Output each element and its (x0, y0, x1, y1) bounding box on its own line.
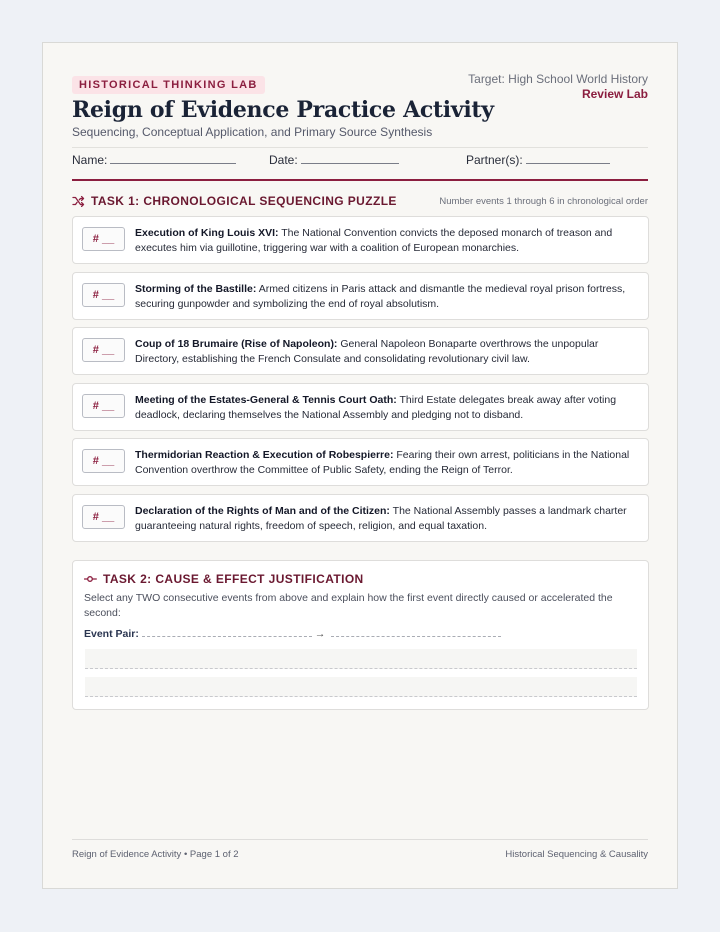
event-title: Execution of King Louis XVI: (135, 227, 279, 239)
event-description: The National Convention convicts the deposed monarch of treason and executes him via guillotine, triggering war with a coalition of European monarchies. (135, 227, 613, 254)
partner-field[interactable] (466, 153, 610, 167)
sequence-number-box[interactable]: # __ (82, 227, 125, 251)
event-title: Meeting of the Estates-General & Tennis Court Oath: (135, 394, 397, 406)
footer-left: Reign of Evidence Activity • Page 1 of 2 (72, 849, 239, 860)
event-text (135, 282, 636, 312)
event-text (135, 226, 636, 256)
task1-header (72, 194, 648, 210)
event-description: General Napoleon Bonaparte overthrows the unpopular Directory, establishing the French Consulate and consolidating revolutionary civil law. (135, 338, 599, 365)
event-card (72, 383, 649, 431)
event-description: The National Assembly passes a landmark charter guaranteeing natural rights, freedom of speech, religion, and equal taxation. (135, 505, 627, 532)
event-pair-row (84, 628, 501, 640)
date-label: Date: (269, 153, 298, 167)
task2-title (84, 572, 364, 586)
target-audience: Target: High School World History (468, 72, 648, 86)
shuffle-icon (72, 195, 85, 207)
task1-title (72, 194, 397, 208)
event-card (72, 438, 649, 486)
event-card (72, 494, 649, 542)
event-pair-label: Event Pair: (84, 628, 139, 640)
task1-hint: Number events 1 through 6 in chronological order (439, 196, 648, 207)
event-description: Armed citizens in Paris attack and dismantle the medieval royal prison fortress, securing gunpowder and symbolizing the end of royal absolutism. (135, 283, 626, 310)
name-line[interactable] (110, 153, 236, 164)
event-text (135, 504, 636, 534)
right-arrow-icon: → (314, 628, 326, 640)
target-sub: Review Lab (581, 87, 648, 101)
sequence-number-box[interactable]: # __ (82, 505, 125, 529)
event-title: Thermidorian Reaction & Execution of Robespierre: (135, 449, 394, 461)
student-fields (72, 153, 648, 171)
sequence-number-box[interactable]: # __ (82, 394, 125, 418)
accent-divider (72, 179, 648, 181)
date-field[interactable] (269, 153, 399, 167)
page-subtitle: Sequencing, Conceptual Application, and Primary Source Synthesis (72, 125, 433, 139)
lab-badge: HISTORICAL THINKING LAB (72, 76, 265, 94)
writing-line[interactable] (85, 649, 637, 669)
event-title: Coup of 18 Brumaire (Rise of Napoleon): (135, 338, 338, 350)
task2-prompt: Select any TWO consecutive events from above and explain how the first event directly caused or accelerated the second: (84, 592, 613, 619)
event-card (72, 327, 649, 375)
task2-card (72, 560, 649, 710)
footer-right: Historical Sequencing & Causality (505, 849, 648, 860)
event-text (135, 448, 636, 478)
first-event-blank[interactable] (142, 629, 312, 637)
writing-line[interactable] (85, 677, 637, 697)
date-line[interactable] (301, 153, 399, 164)
divider (72, 147, 648, 148)
event-title: Declaration of the Rights of Man and of the Citizen: (135, 505, 390, 517)
name-field[interactable] (72, 153, 236, 167)
event-card (72, 272, 649, 320)
link-arrow-icon (84, 574, 97, 584)
footer-divider (72, 839, 648, 840)
worksheet-page (42, 42, 678, 889)
sequence-number-box[interactable]: # __ (82, 338, 125, 362)
event-description: Third Estate delegates break away after voting deadlock, declaring themselves the National Assembly and pledging not to disband. (135, 394, 617, 421)
page-title: Reign of Evidence Practice Activity (72, 97, 494, 123)
partner-label: Partner(s): (466, 153, 523, 167)
name-label: Name: (72, 153, 108, 167)
sequence-number-box[interactable]: # __ (82, 283, 125, 307)
event-title: Storming of the Bastille: (135, 283, 257, 295)
sequence-number-box[interactable]: # __ (82, 449, 125, 473)
event-card (72, 216, 649, 264)
event-description: Fearing their own arrest, politicians in the National Convention overthrow the Committee of Public Safety, ending the Reign of Terror. (135, 449, 630, 476)
event-text (135, 337, 636, 367)
task2-title-text: TASK 2: CAUSE & EFFECT JUSTIFICATION (103, 572, 364, 586)
event-text (135, 393, 636, 423)
second-event-blank[interactable] (331, 629, 501, 637)
target-info (468, 72, 648, 101)
task1-title-text: TASK 1: CHRONOLOGICAL SEQUENCING PUZZLE (91, 194, 397, 208)
partner-line[interactable] (526, 153, 610, 164)
